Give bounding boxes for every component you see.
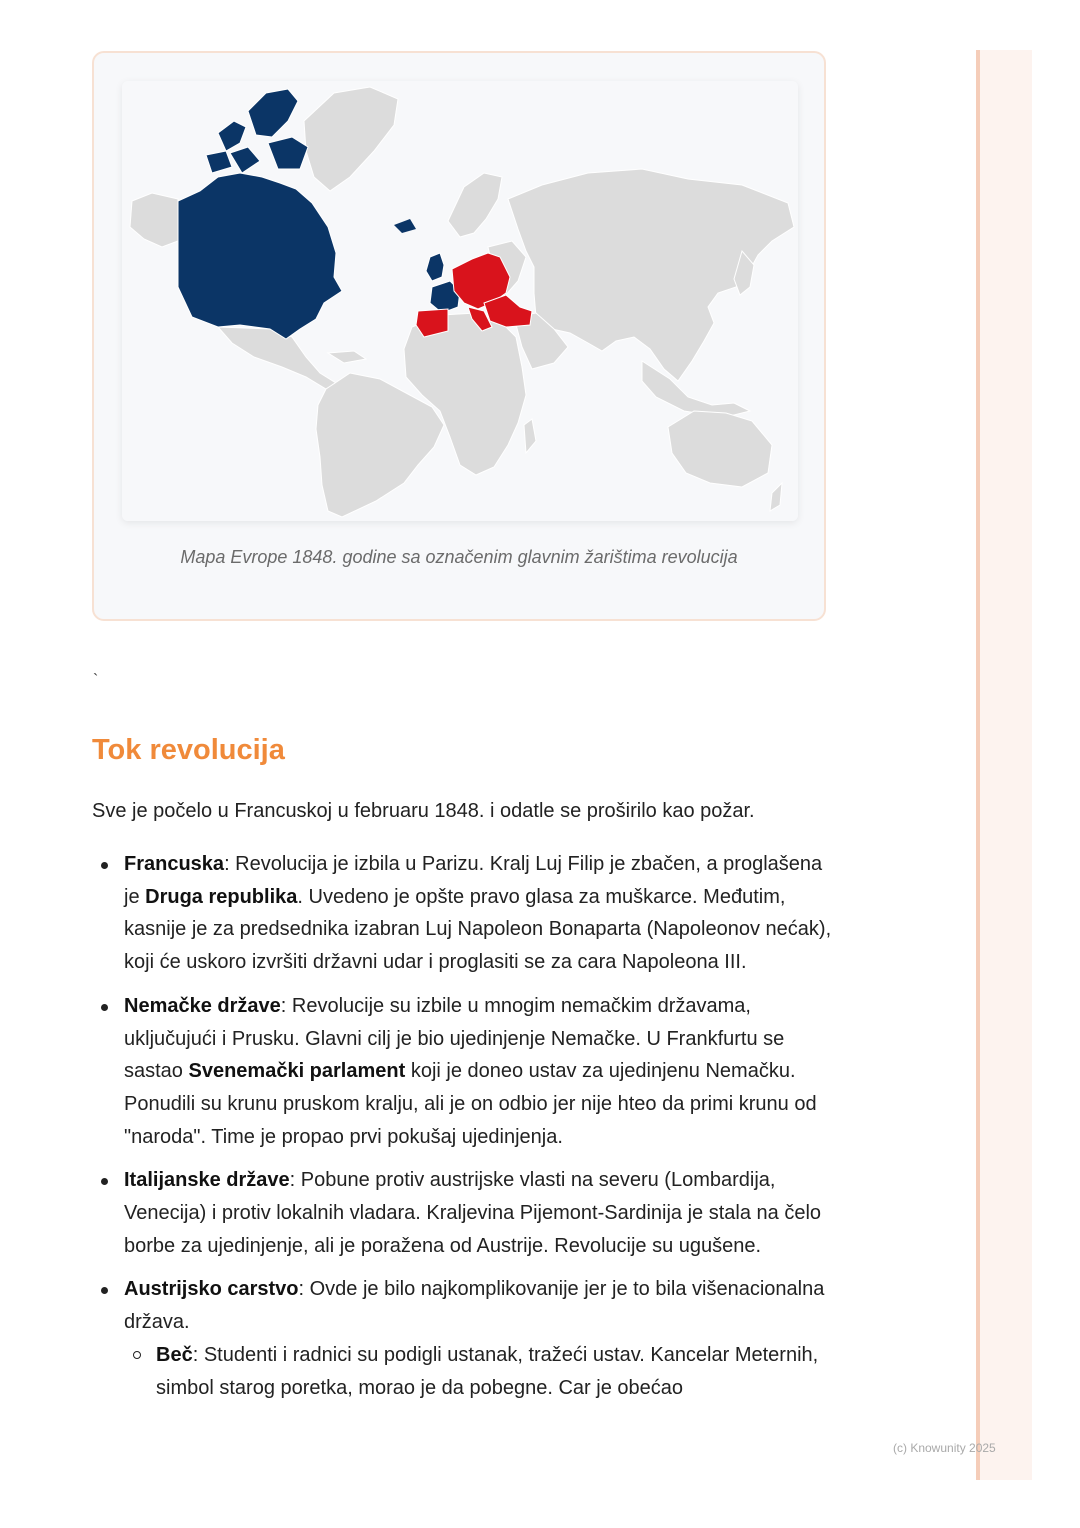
revolution-list (92, 848, 834, 1415)
list-item-germany: Nemačke države: Revolucije su izbile u mnogim nemačkim državama, uključujući i Prusku. Glavni cilj je bio ujedinjenje Nemačke. U Frankfurtu se sastao Svenemački parlament koji je doneo ustav za ujedinjenu Nemačku. Ponudili su krunu pruskom kralju, ali je on odbio jer nije hteo da primi krunu od "naroda". Time je propao prvi pokušaj ujedinjenja. (92, 990, 834, 1154)
stray-backtick: ` (93, 672, 99, 689)
right-margin-strip (976, 50, 1032, 1480)
map-figure (92, 51, 826, 621)
section-title: Tok revolucija (92, 734, 285, 766)
watermark: (c) Knowunity 2025 (893, 1441, 996, 1455)
world-map (122, 81, 798, 521)
list-item-italy: Italijanske države: Pobune protiv austrijske vlasti na severu (Lombardija, Venecija) i protiv lokalnih vladara. Kraljevina Pijemont-Sardinija je stala na čelo borbe za ujedinjenje, ali je poražena od Austrije. Revolucije su ugušene. (92, 1164, 834, 1262)
sub-item-vienna: Beč: Studenti i radnici su podigli ustanak, tražeći ustav. Kancelar Meternih, simbol starog poretka, morao je da pobegne. Car je obećao (124, 1339, 834, 1404)
austria-sub-list (124, 1339, 834, 1404)
map-caption: Mapa Evrope 1848. godine sa označenim glavnim žarištima revolucija (180, 547, 738, 567)
list-item-france: Francuska: Revolucija je izbila u Parizu. Kralj Luj Filip je zbačen, a proglašena je Druga republika. Uvedeno je opšte pravo glasa za muškarce. Međutim, kasnije je za predsednika izabran Luj Napoleon Bonaparta (Napoleonov nećak), koji će uskoro izvršiti državni udar i proglasiti se za cara Napoleona III. (92, 848, 834, 979)
list-item-austria: Austrijsko carstvo: Ovde je bilo najkomplikovanije jer je to bila višenacionalna država. Beč: Studenti i radnici su podigli ustanak, tražeći ustav. Kancelar Meternih, simbol starog poretka, morao je da pobegne. Car je obećao (92, 1273, 834, 1404)
section-intro: Sve je počelo u Francuskoj u februaru 1848. i odatle se proširilo kao požar. (92, 800, 755, 822)
